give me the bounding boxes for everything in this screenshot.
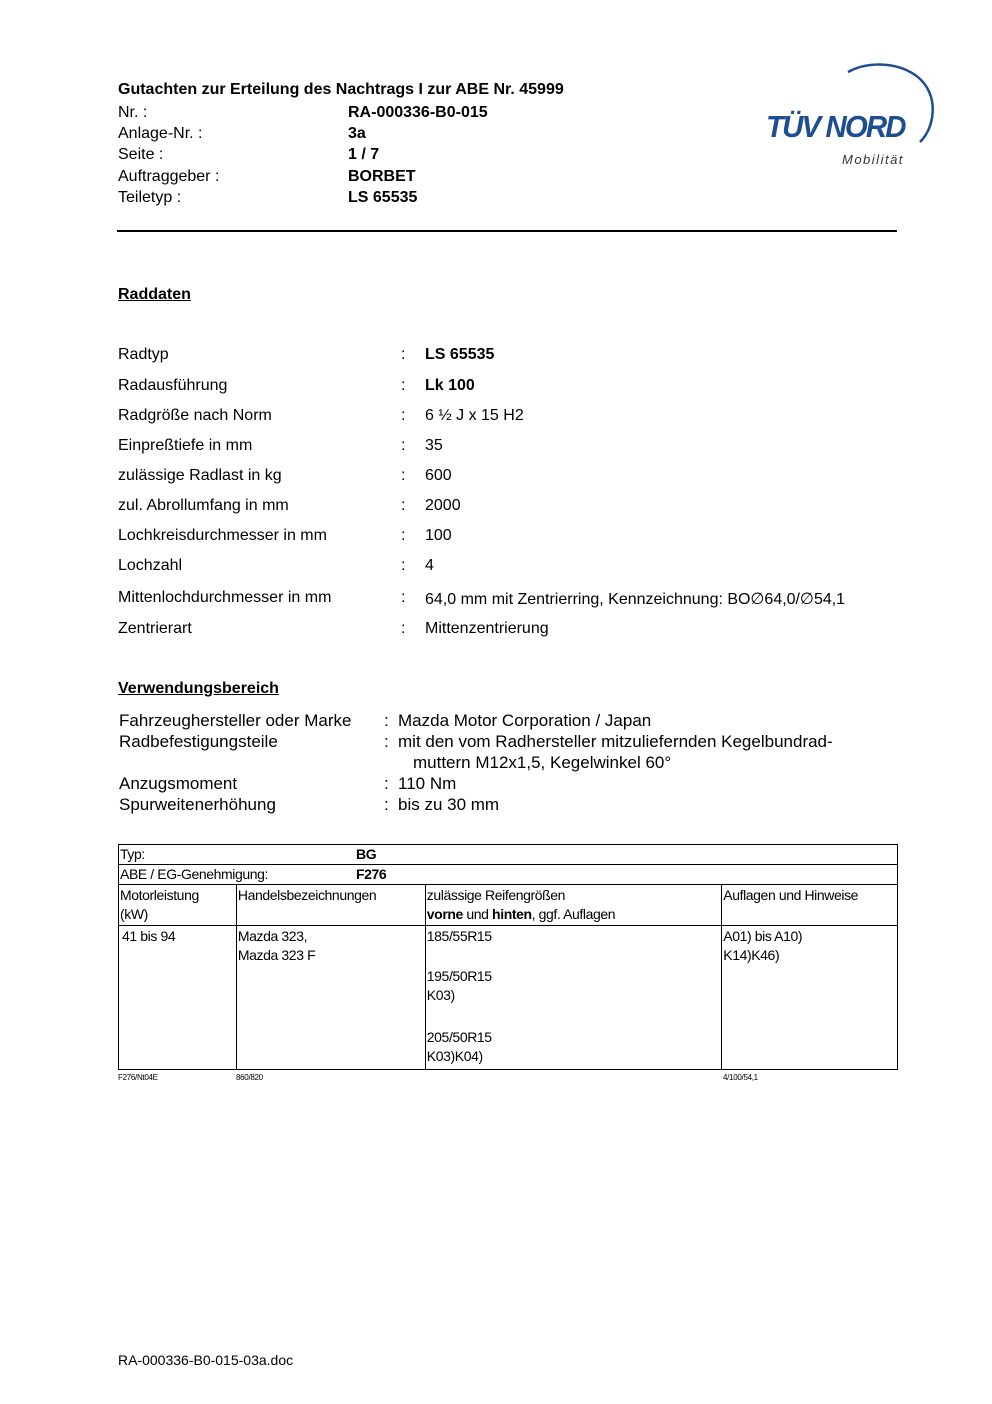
colon: : <box>401 346 406 363</box>
colon: : <box>384 711 389 730</box>
colon: : <box>384 732 389 751</box>
raddaten-value: 100 <box>425 527 452 544</box>
typ-label: Typ: <box>120 846 145 862</box>
spur-label: Spurweitenerhöhung <box>119 795 276 814</box>
colon: : <box>401 557 406 574</box>
header-label-anlage: Anlage-Nr. : <box>118 125 203 142</box>
raddaten-label: Lochzahl <box>118 557 183 574</box>
hersteller-label: Fahrzeughersteller oder Marke <box>119 711 352 730</box>
table-footer-mid: 860/820 <box>236 1073 263 1082</box>
document-title: Gutachten zur Erteilung des Nachtrags I zur ABE Nr. 45999 <box>118 81 564 98</box>
colon: : <box>401 377 406 394</box>
typ-value: BG <box>356 846 377 862</box>
table-abe-row <box>119 865 898 885</box>
table-row <box>119 926 898 1070</box>
cell-reifen: 185/55R15 195/50R15 K03) 205/50R15 K03)K04) <box>425 926 721 1070</box>
header-label-teiletyp: Teiletyp : <box>118 189 182 206</box>
raddaten-value: 4 <box>425 557 434 574</box>
raddaten-label: Einpreßtiefe in mm <box>118 437 253 454</box>
header-divider <box>117 230 897 232</box>
raddaten-label: Radtyp <box>118 346 169 363</box>
colon: : <box>401 620 406 637</box>
raddaten-value: 64,0 mm mit Zentrierring, Kennzeichnung: BO∅64,0/∅54,1 <box>425 591 846 608</box>
raddaten-label: Zentrierart <box>118 620 192 637</box>
raddaten-label: zul. Abrollumfang in mm <box>118 497 289 514</box>
col-handel-header: Handelsbezeichnungen <box>236 885 425 926</box>
raddaten-value: LS 65535 <box>425 346 495 363</box>
document-filename: RA-000336-B0-015-03a.doc <box>118 1352 294 1368</box>
raddaten-value: Mittenzentrierung <box>425 620 549 637</box>
colon: : <box>401 467 406 484</box>
header-value-teiletyp: LS 65535 <box>348 189 418 206</box>
raddaten-label: Radausführung <box>118 377 228 394</box>
cell-auflagen: A01) bis A10) K14)K46) <box>722 926 898 1070</box>
raddaten-value: Lk 100 <box>425 377 475 394</box>
colon: : <box>401 497 406 514</box>
befestigung-value-line2: muttern M12x1,5, Kegelwinkel 60° <box>413 753 672 772</box>
logo-brand: TÜV NORD <box>766 109 905 144</box>
anzug-label: Anzugsmoment <box>119 774 238 793</box>
colon: : <box>384 795 389 814</box>
spur-value: bis zu 30 mm <box>398 795 500 814</box>
colon: : <box>401 589 406 606</box>
col-motor-header: Motorleistung (kW) <box>119 885 237 926</box>
raddaten-value: 35 <box>425 437 443 454</box>
raddaten-label: zulässige Radlast in kg <box>118 467 282 484</box>
raddaten-label: Radgröße nach Norm <box>118 407 272 424</box>
header-value-seite: 1 / 7 <box>348 146 380 163</box>
abe-value: F276 <box>356 866 387 882</box>
befestigung-label: Radbefestigungsteile <box>119 732 278 751</box>
approval-table <box>118 844 898 1070</box>
abe-label: ABE / EG-Genehmigung: <box>120 866 269 882</box>
table-typ-row <box>119 845 898 865</box>
colon: : <box>401 407 406 424</box>
colon: : <box>401 527 406 544</box>
verwendung-title: Verwendungsbereich <box>118 680 279 697</box>
raddaten-value: 6 ½ J x 15 H2 <box>425 407 524 424</box>
col-reifen-header: zulässige Reifengrößen vorne und hinten, ggf. Auflagen <box>425 885 721 926</box>
logo-sub: Mobilität <box>842 152 904 167</box>
colon: : <box>384 774 389 793</box>
header-value-anlage: 3a <box>348 125 366 142</box>
raddaten-title: Raddaten <box>118 286 191 303</box>
raddaten-label: Mittenlochdurchmesser in mm <box>118 589 332 606</box>
raddaten-label: Lochkreisdurchmesser in mm <box>118 527 327 544</box>
befestigung-value-line1: mit den vom Radhersteller mitzuliefernden Kegelbundrad- <box>398 732 833 751</box>
cell-handel: Mazda 323, Mazda 323 F <box>236 926 425 1070</box>
header-label-auftraggeber: Auftraggeber : <box>118 168 220 185</box>
header-label-seite: Seite : <box>118 146 164 163</box>
table-header-row <box>119 885 898 926</box>
header-label-nr: Nr. : <box>118 104 148 121</box>
table-footer-right: 4/100/54,1 <box>723 1073 758 1082</box>
header-value-nr: RA-000336-B0-015 <box>348 104 488 121</box>
hersteller-value: Mazda Motor Corporation / Japan <box>398 711 652 730</box>
raddaten-value: 600 <box>425 467 452 484</box>
raddaten-value: 2000 <box>425 497 461 514</box>
table-footer-left: F276/Nt04E <box>118 1073 158 1082</box>
anzug-value: 110 Nm <box>398 774 457 793</box>
colon: : <box>401 437 406 454</box>
col-auflagen-header: Auflagen und Hinweise <box>722 885 898 926</box>
cell-motor: 41 bis 94 <box>119 926 237 1070</box>
header-value-auftraggeber: BORBET <box>348 168 416 185</box>
